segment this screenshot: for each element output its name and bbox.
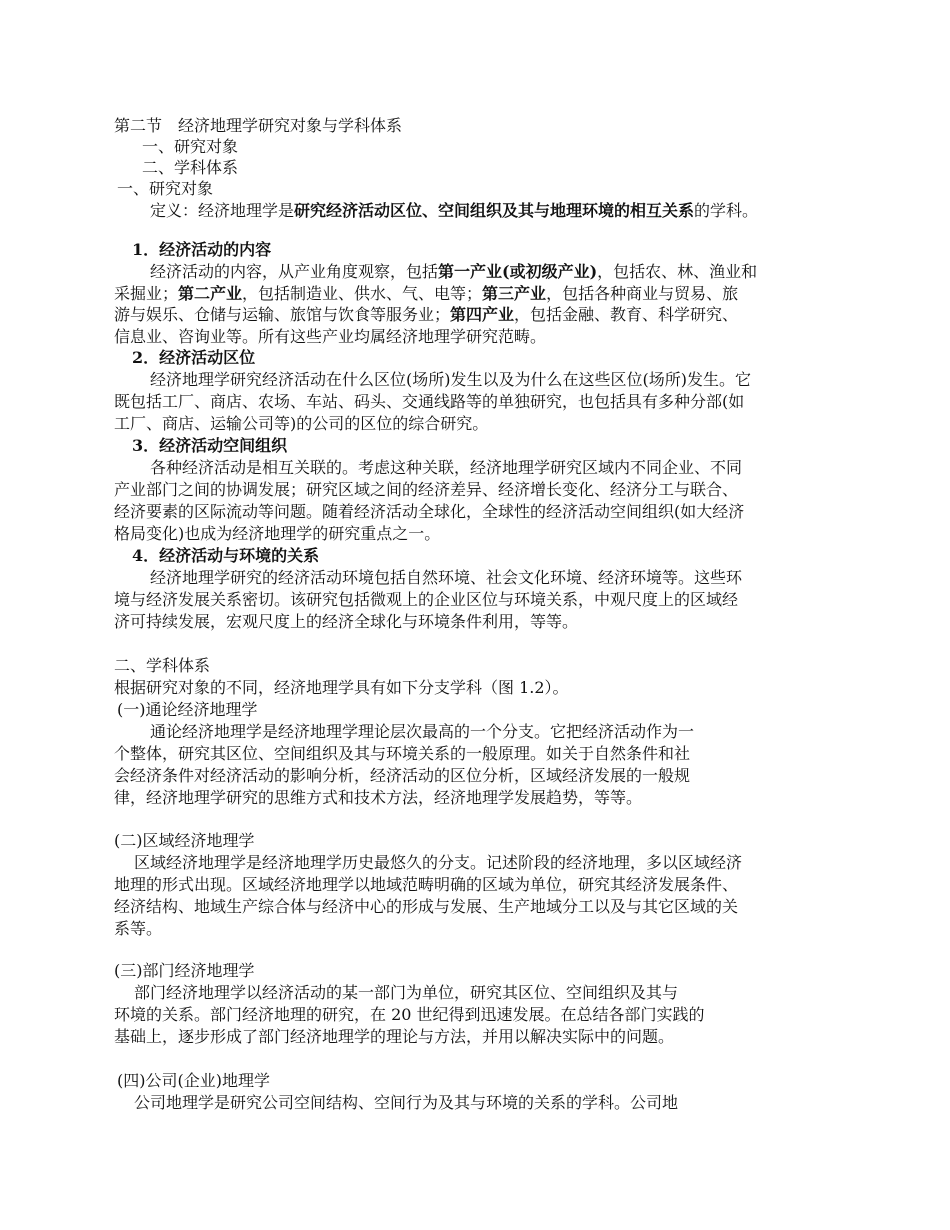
- toc-item: 一、研究对象: [142, 137, 239, 156]
- paragraph-line: 境与经济发展关系密切。该研究包括微观上的企业区位与环境关系，中观尺度上的区域经: [114, 590, 739, 609]
- paragraph-line: 经济地理学研究经济活动在什么区位(场所)发生以及为什么在这些区位(场所)发生。它: [150, 370, 751, 389]
- definition-line: 定义：经济地理学是研究经济活动区位、空间组织及其与地理环境的相互关系的学科。: [150, 201, 759, 220]
- paragraph-line: 各种经济活动是相互关联的。考虑这种关联，经济地理学研究区域内不同企业、不同: [150, 458, 743, 477]
- section-title: 第二节 经济地理学研究对象与学科体系: [114, 116, 403, 135]
- paragraph-line: 区域经济地理学是经济地理学历史最悠久的分支。记述阶段的经济地理，多以区域经济: [134, 853, 743, 872]
- branch-title: (四)公司(企业)地理学: [117, 1071, 270, 1090]
- paragraph-line: 基础上，逐步形成了部门经济地理学的理论与方法，并用以解决实际中的问题。: [114, 1027, 675, 1046]
- paragraph-line: 信息业、咨询业等。所有这些产业均属经济地理学研究范畴。: [114, 327, 547, 346]
- branch-title: (三)部门经济地理学: [114, 961, 255, 980]
- toc-item: 二、学科体系: [142, 158, 239, 177]
- paragraph-line: 产业部门之间的协调发展；研究区域之间的经济差异、经济增长变化、经济分工与联合、: [114, 480, 739, 499]
- branch-title: (一)通论经济地理学: [117, 700, 258, 719]
- subsection-title: 2．经济活动区位: [132, 348, 256, 367]
- subsection-title: 4．经济活动与环境的关系: [132, 546, 320, 565]
- paragraph-line: 济可持续发展，宏观尺度上的经济全球化与环境条件利用，等等。: [114, 612, 579, 631]
- branch-title: (二)区域经济地理学: [114, 831, 255, 850]
- paragraph-line: 地理的形式出现。区域经济地理学以地域范畴明确的区域为单位，研究其经济发展条件、: [114, 875, 739, 894]
- paragraph-line: 采掘业；第二产业，包括制造业、供水、气、电等；第三产业，包括各种商业与贸易、旅: [114, 284, 739, 303]
- paragraph-line: 格局变化)也成为经济地理学的研究重点之一。: [114, 524, 441, 543]
- paragraph-line: 经济活动的内容，从产业角度观察，包括第一产业(或初级产业)，包括农、林、渔业和: [150, 262, 758, 281]
- part2-intro: 根据研究对象的不同，经济地理学具有如下分支学科（图 1.2）。: [114, 678, 569, 697]
- paragraph-line: 经济结构、地域生产综合体与经济中心的形成与发展、生产地域分工以及与其它区域的关: [114, 897, 739, 916]
- paragraph-line: 工厂、商店、运输公司等)的公司的区位的综合研究。: [114, 414, 489, 433]
- paragraph-line: 经济要素的区际流动等问题。随着经济活动全球化，全球性的经济活动空间组织(如大经济: [114, 502, 745, 521]
- subsection-title: 1．经济活动的内容: [132, 240, 272, 259]
- paragraph-line: 公司地理学是研究公司空间结构、空间行为及其与环境的关系的学科。公司地: [134, 1093, 679, 1112]
- paragraph-line: 经济地理学研究的经济活动环境包括自然环境、社会文化环境、经济环境等。这些环: [150, 568, 743, 587]
- paragraph-line: 游与娱乐、仓储与运输、旅馆与饮食等服务业；第四产业，包括金融、教育、科学研究、: [114, 305, 739, 324]
- paragraph-line: 环境的关系。部门经济地理的研究，在 20 世纪得到迅速发展。在总结各部门实践的: [114, 1005, 705, 1024]
- paragraph-line: 系等。: [114, 919, 163, 938]
- part2-heading: 二、学科体系: [114, 656, 211, 675]
- part1-heading: 一、研究对象: [117, 179, 214, 198]
- paragraph-line: 个整体，研究其区位、空间组织及其与环境关系的一般原理。如关于自然条件和社: [114, 744, 691, 763]
- paragraph-line: 部门经济地理学以经济活动的某一部门为单位，研究其区位、空间组织及其与: [134, 983, 679, 1002]
- paragraph-line: 会经济条件对经济活动的影响分析，经济活动的区位分析，区域经济发展的一般规: [114, 766, 691, 785]
- paragraph-line: 律，经济地理学研究的思维方式和技术方法，经济地理学发展趋势，等等。: [114, 788, 643, 807]
- subsection-title: 3．经济活动空间组织: [132, 436, 288, 455]
- paragraph-line: 通论经济地理学是经济地理学理论层次最高的一个分支。它把经济活动作为一: [150, 722, 695, 741]
- paragraph-line: 既包括工厂、商店、农场、车站、码头、交通线路等的单独研究，也包括具有多种分部(如: [114, 392, 745, 411]
